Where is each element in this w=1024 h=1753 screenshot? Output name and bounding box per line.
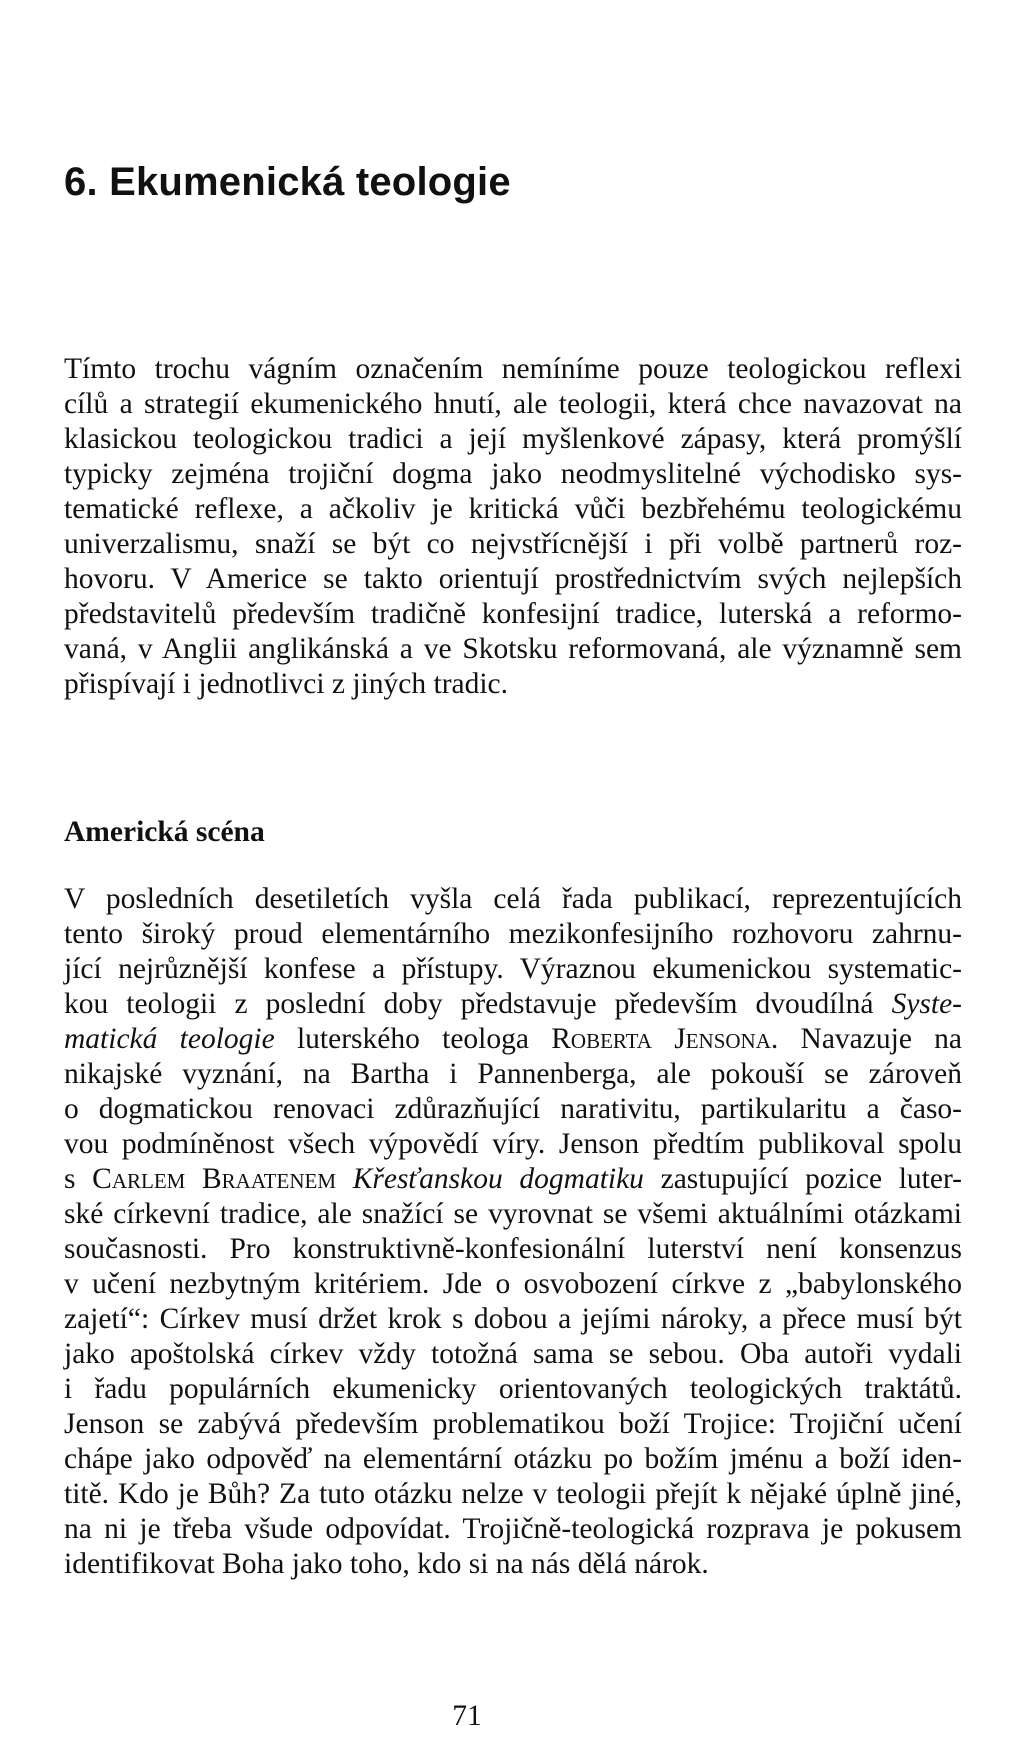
text-run: luterského teologa [296, 1023, 529, 1055]
text-line: jako apoštolská církev vždy totožná sama se sebou. Oba autoři vydali [64, 1338, 962, 1370]
text-line: představitelů především tradičně konfesijní tradice, luterská a reformo- [64, 598, 962, 630]
text-line: titě. Kdo je Bůh? Za tuto otázku nelze v teologii přejít k nějaké úplně jiné, [64, 1478, 962, 1510]
text-line: chápe jako odpověď na elementární otázku po božím jménu a boží iden- [64, 1443, 962, 1475]
text-line: identifikovat Boha jako toho, kdo si na nás dělá nárok. [64, 1548, 709, 1580]
author-name: Roberta Jensona [551, 1023, 771, 1055]
text-line: v učení nezbytným kritériem. Jde o osvobození církve z „babylonského [64, 1268, 962, 1300]
text-line [64, 1022, 962, 1057]
book-title-italic: Syste- [891, 988, 962, 1020]
text-line: jící nejrůznější konfese a přístupy. Výraznou ekumenickou systematic- [64, 953, 962, 985]
book-title-italic: Křesťanskou dogmatiku [352, 1163, 644, 1195]
text-line: klasickou teologickou tradici a její myšlenkové zápasy, která promýšlí [64, 423, 962, 455]
text-line: o dogmatickou renovaci zdůrazňující narativitu, partikularitu a časo- [64, 1093, 962, 1125]
text-run: kou teologii z poslední doby představuje především dvoudílná [64, 988, 874, 1020]
text-line: Jenson se zabývá především problematikou boží Trojice: Trojiční učení [64, 1408, 962, 1440]
text-line: přispívají i jednotlivci z jiných tradic. [64, 668, 509, 700]
text-run: . Navazuje na [770, 1023, 963, 1055]
text-line: typicky zejména trojiční dogma jako neodmyslitelné východisko sys- [64, 458, 962, 490]
text-line: V posledních desetiletích vyšla celá řada publikací, reprezentujících [64, 883, 962, 915]
text-line: zajetí“: Církev musí držet krok s dobou a jejími nároky, a přece musí být [64, 1303, 962, 1335]
text-line: hovoru. V Americe se takto orientují prostřednictvím svých nejlepších [64, 563, 962, 595]
text-line: na ni je třeba všude odpovídat. Trojičně-teologická rozprava je pokusem [64, 1513, 962, 1545]
text-line: cílů a strategií ekumenického hnutí, ale teologii, která chce navazovat na [64, 388, 962, 420]
page-number: 71 [452, 1700, 482, 1732]
text-run: zastupující pozice luter- [660, 1163, 963, 1195]
text-line: i řadu populárních ekumenicky orientovaných teologických traktátů. [64, 1373, 962, 1405]
text-line [64, 1162, 962, 1197]
text-line: vaná, v Anglii anglikánská a ve Skotsku reformovaná, ale významně sem [64, 633, 962, 665]
text-line [64, 987, 962, 1022]
section-heading: Americká scéna [64, 816, 265, 848]
section-paragraph [64, 882, 962, 1582]
intro-paragraph [64, 352, 962, 702]
text-line: univerzalismu, snaží se být co nejvstřícnější i při volbě partnerů roz- [64, 528, 962, 560]
text-line: ské církevní tradice, ale snažící se vyrovnat se všemi aktuálními otázkami [64, 1198, 962, 1230]
text-line: Tímto trochu vágním označením nemíníme pouze teologickou reflexi [64, 353, 962, 385]
text-line: tematické reflexe, a ačkoliv je kritická vůči bezbřehému teologickému [64, 493, 962, 525]
text-line: vou podmíněnost všech výpovědí víry. Jenson předtím publikoval spolu [64, 1128, 962, 1160]
author-name: Carlem Braatenem [92, 1163, 337, 1195]
text-line: tento široký proud elementárního mezikonfesijního rozhovoru zahrnu- [64, 918, 962, 950]
text-line: současnosti. Pro konstruktivně-konfesionální luterství není konsenzus [64, 1233, 962, 1265]
book-title-italic: matická teologie [64, 1023, 275, 1055]
text-run: s [64, 1163, 76, 1195]
chapter-title: 6. Ekumenická teologie [64, 160, 511, 204]
text-line: nikajské vyznání, na Bartha i Pannenberga, ale pokouší se zároveň [64, 1058, 962, 1090]
